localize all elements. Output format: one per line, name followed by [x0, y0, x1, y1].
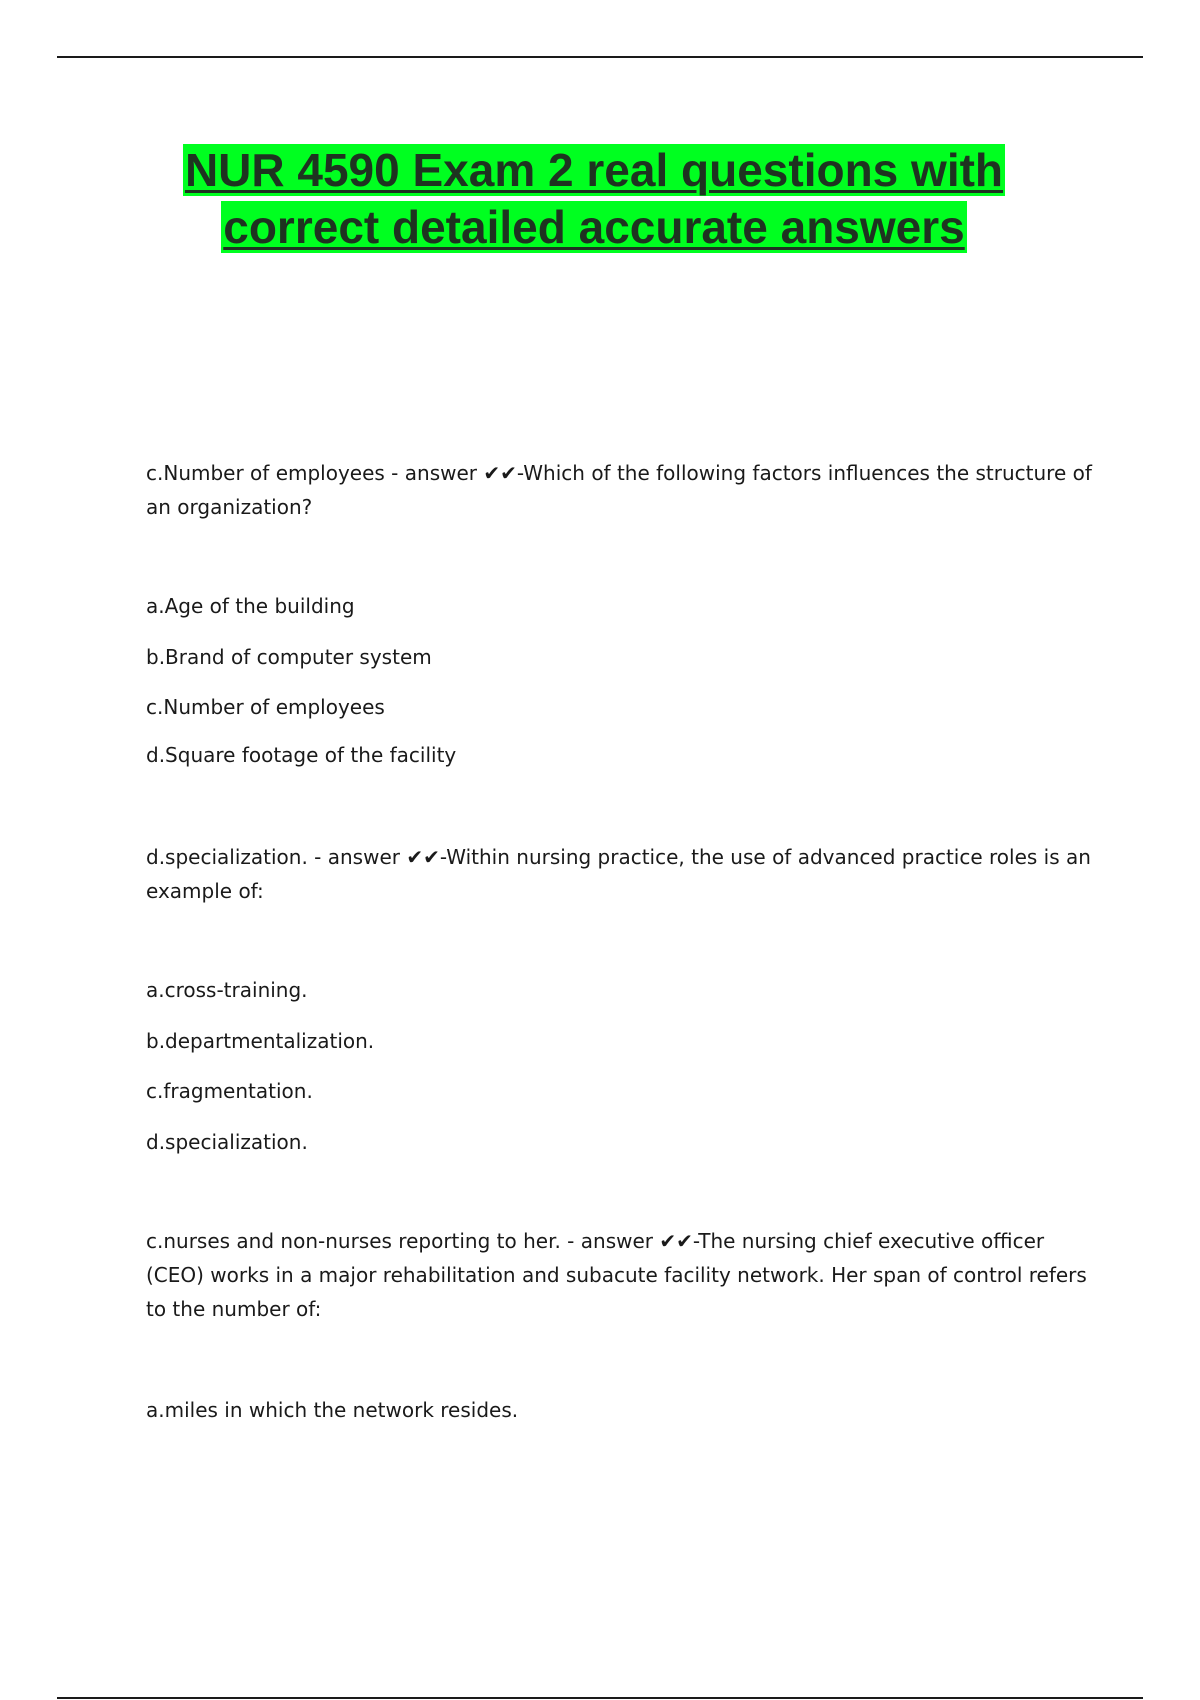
question-3-answer-text: c.nurses and non-nurses reporting to her. - answer ✔✔-The nursing chief executive officer (CEO) works in a major rehabilitation and subacute facility network. Her span of control refers to the number of: [146, 1229, 1087, 1321]
question-1-option-a: a.Age of the building [146, 594, 355, 618]
question-2-answer-text: d.specialization. - answer ✔✔-Within nursing practice, the use of advanced practice roles is an example of: [146, 845, 1091, 903]
title-line-1: NUR 4590 Exam 2 real questions with [184, 144, 1004, 196]
question-3-option-a: a.miles in which the network resides. [146, 1398, 519, 1422]
document-title [0, 142, 1188, 256]
question-1-option-c: c.Number of employees [146, 695, 385, 719]
question-1-option-b: b.Brand of computer system [146, 645, 432, 669]
bottom-rule [57, 1697, 1143, 1699]
question-2-option-a: a.cross-training. [146, 978, 308, 1002]
title-line-2: correct detailed accurate answers [223, 201, 965, 253]
question-1-option-d: d.Square footage of the facility [146, 743, 457, 767]
question-2-option-c: c.fragmentation. [146, 1079, 313, 1103]
question-2-option-b: b.departmentalization. [146, 1029, 375, 1053]
question-1-answer-text: c.Number of employees - answer ✔✔-Which of the following factors influences the structure of an organization? [146, 461, 1092, 519]
question-2-option-d: d.specialization. [146, 1130, 308, 1154]
top-rule [57, 56, 1143, 58]
